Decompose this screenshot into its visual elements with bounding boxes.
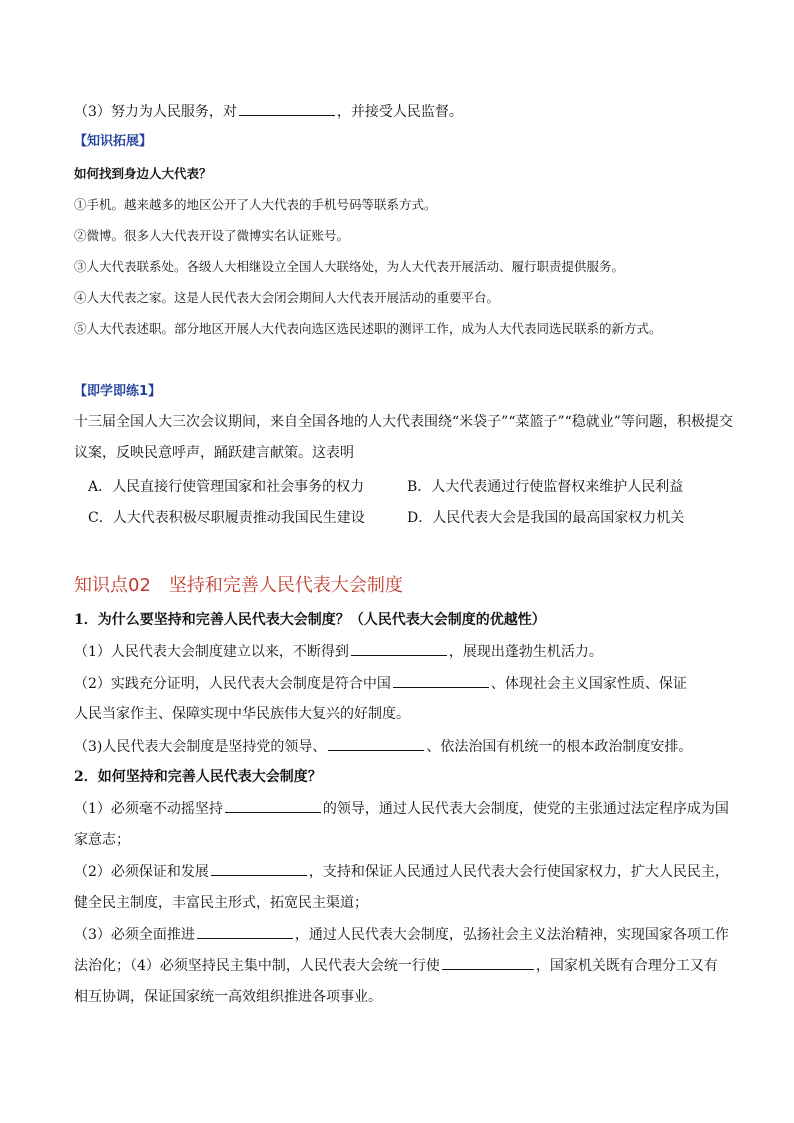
item-3-text-end: ，并接受人民监督。 [336,104,463,120]
extension-item: ②微博。很多人大代表开设了微博实名认证账号。 [74,228,350,243]
item-3-text: （3）努力为人民服务，对 [74,104,237,120]
item-3-line [74,101,463,122]
option-a: A．人民直接行使管理国家和社会事务的权力 [88,479,365,495]
q2-item-1-cont: 家意志； [74,832,130,848]
q2-item-2-text: （2）必须保证和发展 [74,864,209,880]
q1-item-1 [74,641,603,662]
fill-blank [225,798,321,813]
q2-item-1 [74,798,729,819]
q2-item-3-cont [74,955,718,976]
option-d: D．人民代表大会是我国的最高国家权力机关 [407,510,685,526]
q2-item-1-text-end: 的领导，通过人民代表大会制度，使党的主张通过法定程序成为国 [322,801,729,817]
q1-item-2 [74,673,687,694]
extension-item: ①手机。越来越多的地区公开了人大代表的手机号码等联系方式。 [74,197,437,212]
q2-item-3-final: 相互协调，保证国家统一高效组织推进各项事业。 [74,989,382,1005]
q2-item-3-text: （3）必须全面推进 [74,927,195,943]
option-b: B．人大代表通过行使监督权来维护人民利益 [407,479,684,495]
fill-blank [328,736,424,751]
q2-item-2 [74,861,729,882]
fill-blank [442,955,534,970]
q2-item-1-text: （1）必须毫不动摇坚持 [74,801,223,817]
q1-item-1-text-end: ，展现出蓬勃生机活力。 [448,644,603,660]
question-1: 1．为什么要坚持和完善人民代表大会制度？（人民代表大会制度的优越性） [74,612,546,628]
q1-item-1-text: （1）人民代表大会制度建立以来，不断得到 [74,644,349,660]
extension-tag: 【知识拓展】 [74,134,153,149]
q1-item-3 [74,736,692,757]
fill-blank [239,101,335,116]
practice-tag: 【即学即练1】 [74,384,162,399]
practice-stem-line2: 议案，反映民意呼声，踊跃建言献策。这表明 [74,445,354,461]
extension-item: ③人大代表联系处。各级人大相继设立全国人大联络处，为人大代表开展活动、履行职责提供服务。 [74,259,625,274]
q2-item-3 [74,924,729,945]
fill-blank [211,861,307,876]
option-c: C．人大代表积极尽职履责推动我国民生建设 [88,510,365,526]
q2-item-4-text: 法治化；（4）必须坚持民主集中制，人民代表大会统一行使 [74,958,440,974]
fill-blank [393,673,489,688]
practice-stem-line1: 十三届全国人大三次会议期间，来自全国各地的人大代表围绕“米袋子”“菜篮子”“稳就业”等问题，积极提交 [74,414,733,430]
q2-item-4-text-end: ，国家机关既有合理分工又有 [535,958,718,974]
fill-blank [197,924,293,939]
q1-item-2-text: （2）实践充分证明，人民代表大会制度是符合中国 [74,676,391,692]
q1-item-3-text-end: 、依法治国有机统一的根本政治制度安排。 [426,739,693,755]
q2-item-2-text-end: ，支持和保证人民通过人民代表大会行使国家权力，扩大人民民主， [308,864,729,880]
q1-item-3-text: （3)人民代表大会制度是坚持党的领导、 [74,739,327,755]
q1-item-2-cont: 人民当家作主、保障实现中华民族伟大复兴的好制度。 [74,706,410,722]
section-heading: 知识点02 坚持和完善人民代表大会制度 [74,575,403,596]
q1-item-2-text-end: 、体现社会主义国家性质、保证 [490,676,687,692]
q2-item-3-text-end: ，通过人民代表大会制度，弘扬社会主义法治精神，实现国家各项工作 [294,927,729,943]
fill-blank [351,641,447,656]
extension-item: ⑤人大代表述职。部分地区开展人大代表向选区选民述职的测评工作，成为人大代表同选民联系的新方式。 [74,321,662,336]
q2-item-2-cont: 健全民主制度，丰富民主形式，拓宽民主渠道； [74,895,368,911]
extension-title: 如何找到身边人大代表？ [74,166,212,181]
question-2: 2．如何坚持和完善人民代表大会制度？ [74,769,322,785]
extension-item: ④人大代表之家。这是人民代表大会闭会期间人大代表开展活动的重要平台。 [74,290,500,305]
